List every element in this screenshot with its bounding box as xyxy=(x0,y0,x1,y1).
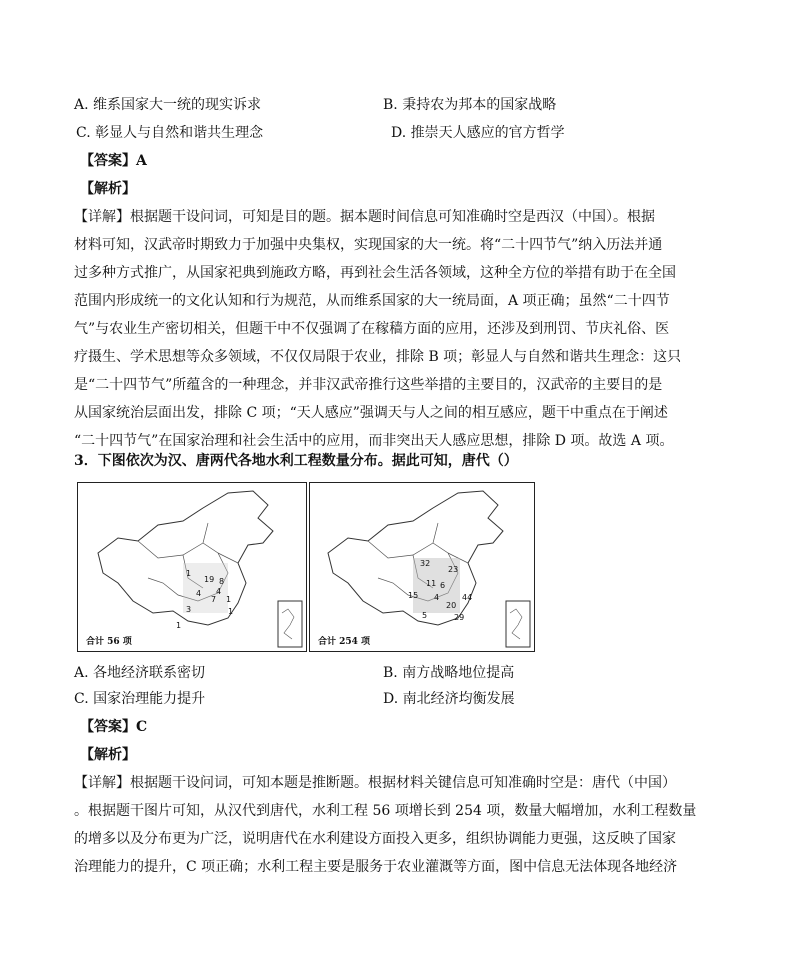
prev-detail-line: 过多种方式推广，从国家祀典到施政方略，再到社会生活各领域，这种全方位的举措有助于在全国 xyxy=(74,265,676,281)
prev-detail-line: 范围内形成统一的文化认知和行为规范，从而维系国家的大一统局面，A 项正确；虽然“二十四节 xyxy=(74,293,670,309)
map-number: 5 xyxy=(422,611,428,620)
han-tang-maps xyxy=(77,482,535,652)
map-number: 4 xyxy=(196,589,202,598)
prev-option-a: A. 维系国家大一统的现实诉求 xyxy=(74,97,262,113)
q3-option-a: A. 各地经济联系密切 xyxy=(74,665,206,681)
prev-option-d: D. 推崇天人感应的官方哲学 xyxy=(391,125,565,141)
q3-detail-line: 。根据题干图片可知，从汉代到唐代，水利工程 56 项增长到 254 项，数量大幅增加，水利工程数量 xyxy=(74,803,697,819)
map-number: 1 xyxy=(228,607,234,616)
map-number: 20 xyxy=(446,601,457,610)
map-number: 29 xyxy=(454,613,465,622)
map-number: 1 xyxy=(226,595,232,604)
prev-detail-line: 气”与农业生产密切相关，但题干中不仅强调了在稼穑方面的应用，还涉及到刑罚、节庆礼俗、医 xyxy=(74,321,670,337)
han-map-outline-icon xyxy=(78,483,306,651)
map-number: 11 xyxy=(426,579,437,588)
map-number: 6 xyxy=(440,581,446,590)
tang-map xyxy=(309,482,535,652)
prev-detail-line: 材料可知，汉武帝时期致力于加强中央集权，实现国家的大一统。将“二十四节气”纳入历法并通 xyxy=(74,237,663,253)
prev-answer: 【答案】A xyxy=(80,153,147,169)
map-number: 1 xyxy=(186,569,192,578)
prev-option-b: B. 秉持农为邦本的国家战略 xyxy=(383,97,557,113)
han-map-total: 合计 56 项 xyxy=(86,637,132,647)
prev-detail-line: 【详解】根据题干设问词，可知是目的题。据本题时间信息可知准确时空是西汉（中国）。根据 xyxy=(74,209,655,225)
q3-detail-line: 【详解】根据题干设问词，可知本题是推断题。根据材料关键信息可知准确时空是：唐代（中国） xyxy=(74,775,676,791)
q3-detail-line: 治理能力的提升，C 项正确；水利工程主要是服务于农业灌溉等方面，图中信息无法体现各地经济 xyxy=(74,859,678,875)
map-number: 19 xyxy=(204,575,215,584)
han-map xyxy=(77,482,307,652)
prev-detail-line: “二十四节气”在国家治理和社会生活中的应用，而非突出天人感应思想，排除 D 项。故选 A 项。 xyxy=(74,433,674,449)
prev-detail-line: 是“二十四节气”所蕴含的一种理念，并非汉武帝推行这些举措的主要目的，汉武帝的主要目的是 xyxy=(74,377,663,393)
q3-option-d: D. 南北经济均衡发展 xyxy=(383,691,515,707)
prev-detail-line: 疗摄生、学术思想等众多领域，不仅仅局限于农业，排除 B 项；彰显人与自然和谐共生理念：这只 xyxy=(74,349,682,365)
question-3-stem: 3．下图依次为汉、唐两代各地水利工程数量分布。据此可知，唐代（） xyxy=(74,453,518,469)
q3-option-b: B. 南方战略地位提高 xyxy=(383,665,515,681)
map-number: 4 xyxy=(216,587,222,596)
q3-detail-line: 的增多以及分布更为广泛，说明唐代在水利建设方面投入更多，组织协调能力更强，这反映了国家 xyxy=(74,831,676,847)
map-number: 7 xyxy=(211,595,217,604)
prev-option-c: C. 彰显人与自然和谐共生理念 xyxy=(76,125,264,141)
map-number: 4 xyxy=(434,593,440,602)
q3-analysis-label: 【解析】 xyxy=(80,747,136,763)
q3-answer: 【答案】C xyxy=(80,719,148,735)
map-number: 15 xyxy=(408,591,419,600)
map-number: 1 xyxy=(176,621,182,630)
prev-analysis-label: 【解析】 xyxy=(80,181,136,197)
map-number: 44 xyxy=(462,593,473,602)
map-number: 32 xyxy=(420,559,431,568)
map-number: 3 xyxy=(186,605,192,614)
q3-option-c: C. 国家治理能力提升 xyxy=(74,691,206,707)
tang-map-total: 合计 254 项 xyxy=(318,637,371,647)
map-number: 8 xyxy=(219,577,225,586)
prev-detail-line: 从国家统治层面出发，排除 C 项；“天人感应”强调天与人之间的相互感应，题干中重点在于阐述 xyxy=(74,405,668,421)
map-number: 23 xyxy=(448,565,459,574)
